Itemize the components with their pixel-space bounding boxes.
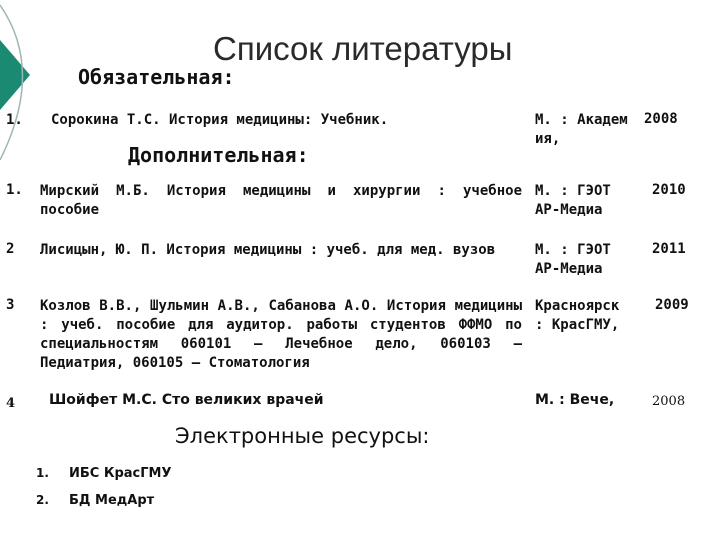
required-item-number: 1. — [6, 112, 23, 128]
additional-item-year: 2011 — [652, 241, 686, 257]
page-title: Список литературы — [213, 30, 513, 67]
additional-item-number: 2 — [6, 241, 15, 257]
additional-item-number: 3 — [6, 297, 15, 313]
electronic-item-number: 1. — [36, 466, 49, 480]
corner-decoration — [0, 0, 60, 170]
electronic-item-number: 2. — [36, 493, 49, 507]
additional-item-number: 1. — [6, 182, 23, 198]
additional-item-year: 2010 — [652, 182, 686, 198]
required-item-text: Сорокина Т.С. История медицины: Учебник. — [51, 112, 389, 128]
additional-item-text: Козлов В.В., Шульмин А.В., Сабанова А.О. История медицины : учеб. пособие для аудитор. работы студентов ФФМО по специальностям 060101 – Лечебное дело, 060103 – Педиатрия, 060105 – Стоматология — [40, 298, 522, 371]
additional-item-publisher: М. : ГЭОТАР-Медиа — [535, 183, 611, 218]
additional-item-publisher: М. : Вече, — [535, 392, 615, 408]
additional-heading: Дополнительная: — [128, 143, 309, 167]
additional-item-text: Лисицын, Ю. П. История медицины : учеб. для мед. вузов — [40, 242, 496, 258]
additional-item-text: Мирский М.Б. История медицины и хирургии : учебное пособие — [40, 183, 522, 218]
additional-item-year: 2009 — [655, 297, 689, 313]
required-item-year: 2008 — [644, 111, 678, 127]
additional-item-text: Шойфет М.С. Сто великих врачей — [49, 392, 324, 408]
electronic-item-text: БД МедАрт — [69, 493, 155, 508]
electronic-heading: Электронные ресурсы: — [175, 424, 430, 448]
additional-item-publisher: М. : ГЭОТАР-Медиа — [535, 242, 611, 277]
required-heading: Обязательная: — [78, 65, 235, 89]
additional-item-publisher: Красноярск : КрасГМУ, — [535, 298, 620, 333]
required-item-publisher: М. : Академия, — [535, 112, 628, 147]
electronic-item-text: ИБС КрасГМУ — [69, 466, 172, 481]
additional-item-number: 4 — [6, 396, 16, 411]
additional-item-year: 2008 — [652, 394, 686, 409]
